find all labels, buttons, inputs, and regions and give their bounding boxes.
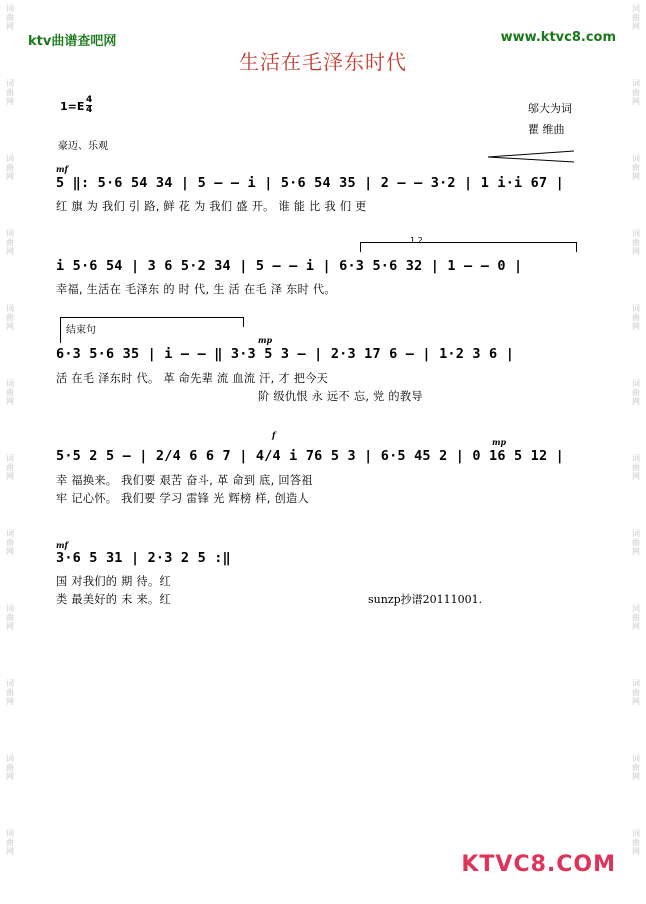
watermark-text: 词 曲 网 [6, 304, 14, 331]
lyrics-row-3-verse-2: 阶 级仇恨 永 远不 忘, 党 的教导 [258, 390, 423, 403]
dynamic-mp-2: mp [492, 437, 507, 447]
watermark-text: 词 曲 网 [6, 229, 14, 256]
watermark-text: 词 曲 网 [632, 529, 640, 556]
watermark-text: 词 曲 网 [632, 79, 640, 106]
watermark-text: 词 曲 网 [6, 379, 14, 406]
watermark-text: 词 曲 网 [6, 529, 14, 556]
watermark-text: 词 曲 网 [6, 829, 14, 856]
volta-bracket [360, 242, 576, 243]
watermark-text: 词 曲 网 [632, 379, 640, 406]
lyrics-row-5-verse-1: 国 对我们的 期 待。红 [56, 575, 171, 588]
time-signature [86, 96, 92, 115]
dynamic-f: f [272, 430, 276, 440]
dynamic-mf-2: mf [56, 540, 68, 550]
lyrics-row-4-verse-2: 牢 记心怀。 我们要 学习 雷锋 光 辉榜 样, 创造人 [56, 492, 309, 505]
time-numerator: 4 [86, 95, 93, 105]
watermark-text: 词 曲 网 [632, 604, 640, 631]
lyricist-credit: 邬大为词 [528, 102, 572, 115]
song-title: 生活在毛泽东时代 [239, 50, 407, 74]
watermark-left [3, 0, 17, 904]
lyrics-row-1: 红 旗 为 我们 引 路, 鲜 花 为 我们 盛 开。 谁 能 比 我 们 更 [56, 200, 367, 213]
lyrics-row-4-verse-1: 幸 福换来。 我们要 艰苦 奋斗, 革 命到 底, 回答祖 [56, 474, 313, 487]
volta-bracket-right [576, 242, 577, 252]
site-name-left[interactable]: ktv曲谱查吧网 [28, 34, 117, 49]
notation-row-5: 3·6 5 31 | 2·3 2 5 :‖ [56, 550, 231, 566]
watermark-text: 词 曲 网 [6, 454, 14, 481]
watermark-text: 词 曲 网 [632, 304, 640, 331]
watermark-text: 词 曲 网 [6, 4, 14, 31]
notation-row-3: 6·3 5·6 35 | i – – ‖ 3·3 5 3 – | 2·3 17 6 – | 1·2 3 6 | [56, 346, 515, 362]
tempo-marking: 豪迈、乐观 [58, 141, 108, 152]
watermark-right [629, 0, 643, 904]
volta-bracket-left [360, 242, 361, 252]
watermark-text: 词 曲 网 [6, 679, 14, 706]
lyrics-row-3-verse-1: 活 在毛 泽东时 代。 革 命先辈 流 血流 汗, 才 把今天 [56, 372, 329, 385]
notation-row-2: i 5·6 54 | 3 6 5·2 34 | 5 – – i | 6·3 5·6 32 | 1 – – 0 | [56, 258, 523, 274]
ending-bracket-right [243, 317, 244, 327]
ending-label: 结束句 [66, 325, 96, 336]
ending-bracket [60, 317, 244, 318]
watermark-text: 词 曲 网 [6, 754, 14, 781]
watermark-text: 词 曲 网 [6, 79, 14, 106]
key-signature: 1=E [60, 100, 85, 113]
ending-bracket-left [60, 317, 61, 343]
watermark-text: 词 曲 网 [632, 454, 640, 481]
lyrics-row-5-verse-2: 类 最美好的 未 来。红 [56, 593, 171, 606]
composer-credit: 瞿 维曲 [528, 123, 565, 136]
site-logo[interactable]: KTVC8.COM [461, 852, 616, 877]
dynamic-mp: mp [258, 335, 273, 345]
watermark-text: 词 曲 网 [6, 154, 14, 181]
site-url-right[interactable]: www.ktvc8.com [500, 30, 616, 45]
watermark-text: 词 曲 网 [632, 679, 640, 706]
watermark-text: 词 曲 网 [632, 4, 640, 31]
volta-label: 1.2 [410, 236, 423, 245]
watermark-text: 词 曲 网 [632, 829, 640, 856]
watermark-text: 词 曲 网 [632, 754, 640, 781]
time-denominator: 4 [86, 105, 93, 115]
dynamic-mf: mf [56, 164, 68, 174]
crescendo-hairpin [488, 150, 576, 164]
watermark-text: 词 曲 网 [632, 154, 640, 181]
lyrics-row-2: 幸福, 生活在 毛泽东 的 时 代, 生 活 在毛 泽 东时 代。 [56, 283, 336, 296]
notation-row-1: 5 ‖: 5·6 54 34 | 5 – – i | 5·6 54 35 | 2 – – 3·2 | 1 i·i 67 | [56, 175, 564, 191]
transcriber-credit: sunzp抄谱20111001. [368, 593, 483, 606]
watermark-text: 词 曲 网 [6, 604, 14, 631]
notation-row-4: 5·5 2 5 – | 2/4 6 6 7 | 4/4 i 76 5 3 | 6·5 45 2 | 0 16 5 12 | [56, 448, 564, 464]
watermark-text: 词 曲 网 [632, 229, 640, 256]
